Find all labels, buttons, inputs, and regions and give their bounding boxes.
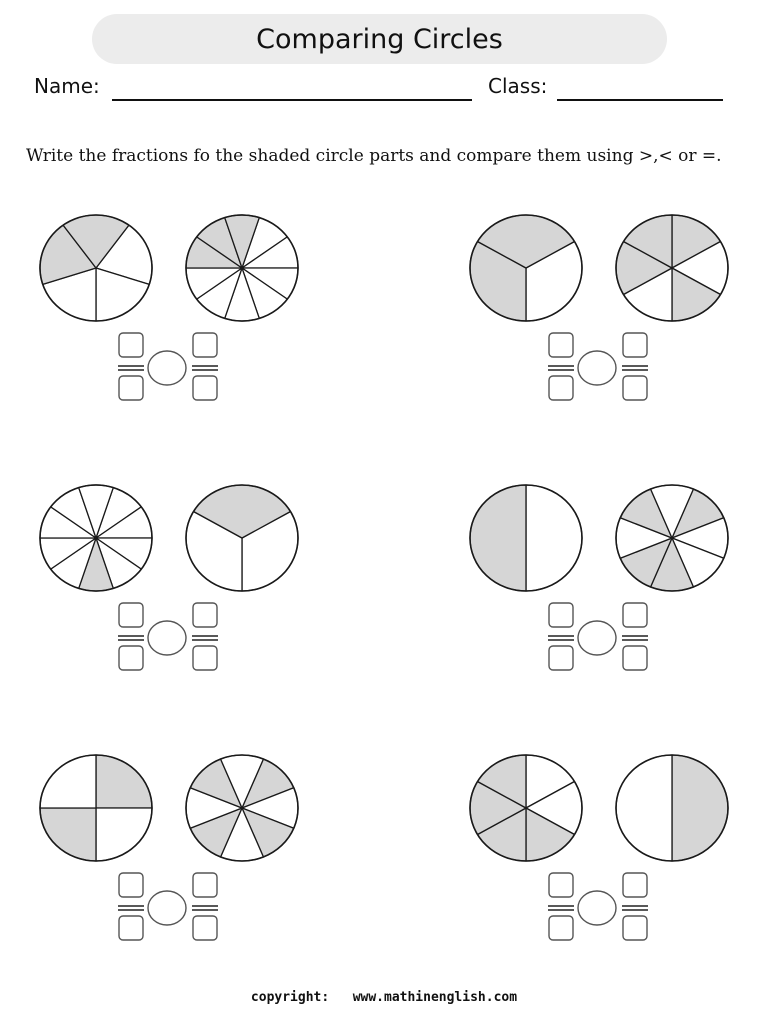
problem-6-left-circle [470,755,582,861]
shaded-slice [40,808,96,861]
comparison-symbol-circle[interactable] [578,351,616,385]
problem-2-left-circle [470,215,582,321]
numerator-box[interactable] [549,603,573,627]
answer-group-4 [548,603,648,670]
answer-group-2 [548,333,648,400]
comparison-symbol-circle[interactable] [148,891,186,925]
answer-group-5 [118,873,218,940]
problem-4-left-circle [470,485,582,591]
denominator-box[interactable] [119,376,143,400]
comparison-symbol-circle[interactable] [578,891,616,925]
denominator-box[interactable] [193,916,217,940]
comparison-symbol-circle[interactable] [148,621,186,655]
unshaded-slice [40,755,96,808]
right-fraction-boxes [622,873,648,940]
right-fraction-boxes [622,603,648,670]
numerator-box[interactable] [549,333,573,357]
problem-5-left-circle [40,755,152,861]
problem-6-right-circle [616,755,728,861]
problem-1-right-circle [186,215,298,321]
unshaded-slice [616,755,672,861]
left-fraction-boxes [548,333,574,400]
denominator-box[interactable] [623,646,647,670]
denominator-box[interactable] [119,646,143,670]
instructions: Write the fractions fo the shaded circle parts and compare them using >,< or =. [26,146,722,166]
denominator-box[interactable] [623,916,647,940]
comparison-symbol-circle[interactable] [578,621,616,655]
denominator-box[interactable] [549,646,573,670]
numerator-box[interactable] [193,333,217,357]
problem-4-right-circle [616,485,728,591]
denominator-box[interactable] [193,376,217,400]
class-label: Class: [488,74,548,98]
numerator-box[interactable] [549,873,573,897]
numerator-box[interactable] [623,333,647,357]
shaded-slice [96,755,152,808]
problem-5-right-circle [186,755,298,861]
unshaded-slice [526,485,582,591]
numerator-box[interactable] [119,873,143,897]
denominator-box[interactable] [549,916,573,940]
denominator-box[interactable] [119,916,143,940]
denominator-box[interactable] [623,376,647,400]
numerator-box[interactable] [193,603,217,627]
numerator-box[interactable] [119,333,143,357]
answer-group-3 [118,603,218,670]
denominator-box[interactable] [549,376,573,400]
numerator-box[interactable] [193,873,217,897]
left-fraction-boxes [548,603,574,670]
left-fraction-boxes [118,873,144,940]
right-fraction-boxes [192,873,218,940]
denominator-box[interactable] [193,646,217,670]
right-fraction-boxes [622,333,648,400]
shaded-slice [672,755,728,861]
left-fraction-boxes [548,873,574,940]
right-fraction-boxes [192,333,218,400]
right-fraction-boxes [192,603,218,670]
website-link[interactable]: www.mathinenglish.com [352,990,518,1005]
answer-group-6 [548,873,648,940]
unshaded-slice [96,808,152,861]
numerator-box[interactable] [623,603,647,627]
problem-3-right-circle [186,485,298,591]
copyright-label: copyright: [250,990,330,1005]
problem-1-left-circle [40,215,152,321]
problem-2-right-circle [616,215,728,321]
problem-3-left-circle [40,485,152,591]
comparison-symbol-circle[interactable] [148,351,186,385]
footer [0,990,768,1005]
left-fraction-boxes [118,333,144,400]
left-fraction-boxes [118,603,144,670]
answer-group-1 [118,333,218,400]
shaded-slice [470,485,526,591]
numerator-box[interactable] [119,603,143,627]
page-title-text: Comparing Circles [256,23,503,55]
numerator-box[interactable] [623,873,647,897]
name-label: Name: [34,74,100,98]
